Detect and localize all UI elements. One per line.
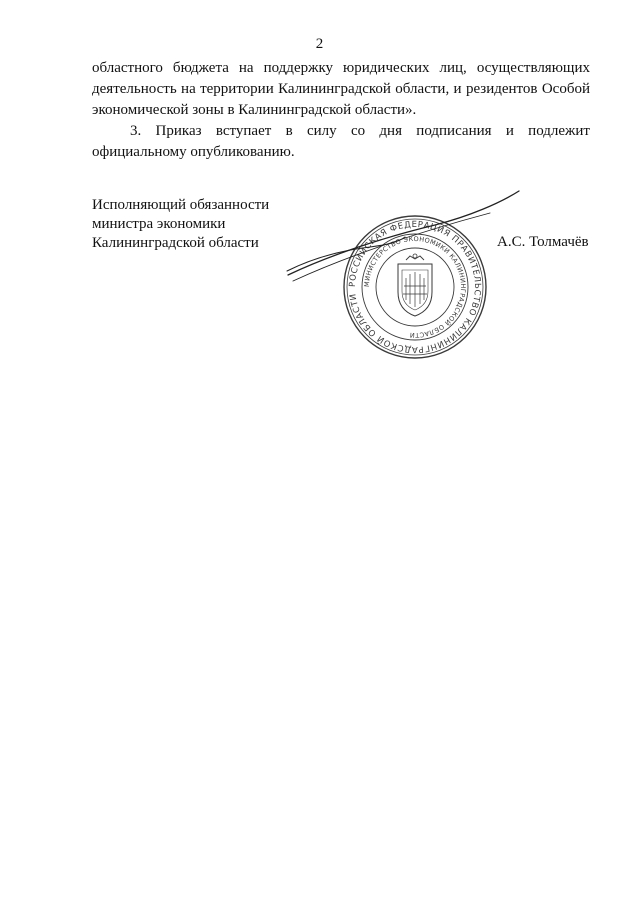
signatory-title-line-1: Исполняющий обязанности bbox=[92, 197, 270, 213]
signer-name: А.С. Толмачёв bbox=[497, 234, 589, 250]
paragraph-1 bbox=[92, 58, 590, 121]
page-number: 2 bbox=[315, 36, 324, 52]
paragraph-1-line-3: экономической зоны в Калининградской области». bbox=[92, 102, 417, 118]
paragraph-2-line-2: официальному опубликованию. bbox=[92, 144, 295, 160]
seal-outer-text: РОССИЙСКАЯ ФЕДЕРАЦИЯ ПРАВИТЕЛЬСТВО КАЛИНИНГРАДСКОЙ ОБЛАСТИ bbox=[347, 219, 483, 355]
paragraph-1-line-2: деятельность на территории Калининградской области, и резидентов Особой bbox=[92, 81, 590, 97]
paragraph-2 bbox=[92, 121, 590, 142]
signatory-title bbox=[92, 196, 269, 253]
paragraph-1-line-1: областного бюджета на поддержку юридических лиц, осуществляющих bbox=[92, 60, 590, 76]
paragraph-2-cont bbox=[92, 142, 590, 163]
seal-inner-text: МИНИСТЕРСТВО ЭКОНОМИКИ КАЛИНИНГРАДСКОЙ ОБЛАСТИ bbox=[362, 234, 468, 340]
document-body bbox=[92, 58, 590, 163]
signatory-title-line-3: Калининградской области bbox=[92, 235, 259, 251]
signatory-title-line-2: министра экономики bbox=[92, 216, 226, 232]
paragraph-2-line-1: 3. Приказ вступает в силу со дня подписания и подлежит bbox=[130, 123, 590, 139]
handwritten-signature bbox=[285, 185, 525, 285]
